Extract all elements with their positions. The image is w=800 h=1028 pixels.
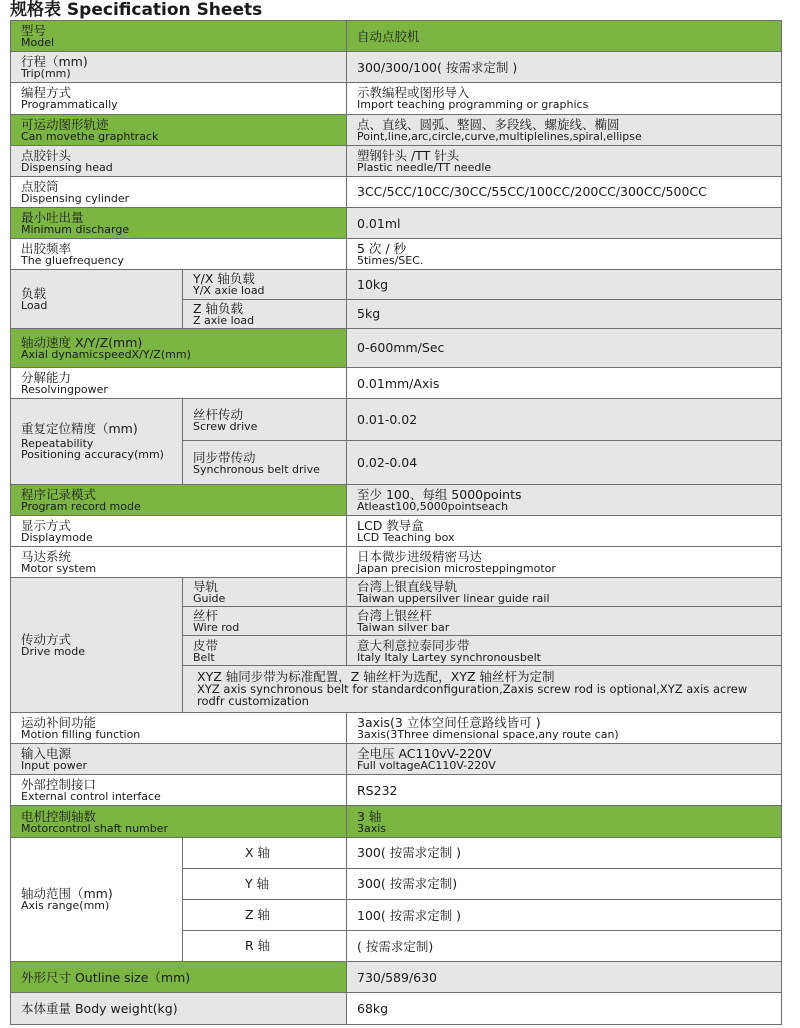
row-display <box>11 515 782 546</box>
value-outline: 730/589/630 <box>347 962 782 993</box>
drive-note: XYZ 轴同步带为标准配置，Z 轴丝杆为选配，XYZ 轴丝杆为定制 XYZ axis synchronous belt for standardconfiguration,Zaxis screw rod is optional,XYZ axis acrew rodfr customization <box>183 665 782 712</box>
value-drive-belt: 意大利意拉泰同步带 Italy Italy Lartey synchronousbelt <box>347 636 782 665</box>
value-resolving: 0.01mm/Axis <box>347 367 782 398</box>
row-outline <box>11 962 782 993</box>
value-repeat-screw: 0.01-0.02 <box>347 399 782 441</box>
value-model: 自动点胶机 <box>347 21 782 52</box>
row-track <box>11 114 782 145</box>
spec-table <box>10 20 782 1025</box>
value-cylinder: 3CC/5CC/10CC/30CC/55CC/100CC/200CC/300CC/500CC <box>347 176 782 207</box>
row-record <box>11 484 782 515</box>
value-programming: 示教编程或图形导入 Import teaching programming or graphics <box>347 83 782 114</box>
label-repeatability: 重复定位精度（mm) Repeatability Positioning accuracy(mm) <box>11 399 183 485</box>
label-trip: 行程（mm) Trip(mm) <box>11 52 347 83</box>
value-trip: 300/300/100( 按需求定制 ) <box>347 52 782 83</box>
label-drive: 传动方式 Drive mode <box>11 578 183 713</box>
label-load-z: Z 轴负载 Z axie load <box>183 299 347 328</box>
axis-name-r: R 轴 <box>183 931 347 962</box>
value-weight: 68kg <box>347 993 782 1025</box>
label-load-xy: Y/X 轴负载 Y/X axie load <box>183 270 347 299</box>
row-load-xy <box>11 270 782 299</box>
value-drive-wire: 台湾上银丝杆 Taiwan silver bar <box>347 607 782 636</box>
row-power <box>11 744 782 775</box>
row-drive-guide <box>11 578 782 607</box>
label-power: 输入电源 Input power <box>11 744 347 775</box>
value-range-r: ( 按需求定制) <box>347 931 782 962</box>
label-drive-wire: 丝杆 Wire rod <box>183 607 347 636</box>
value-shaft: 3 轴 3axis <box>347 806 782 837</box>
label-range: 轴动范围（mm) Axis range(mm) <box>11 837 183 962</box>
value-interface: RS232 <box>347 775 782 806</box>
label-repeat-belt: 同步带传动 Synchronous belt drive <box>183 441 347 484</box>
value-range-y: 300( 按需求定制) <box>347 868 782 899</box>
row-resolving <box>11 367 782 398</box>
label-record: 程序记录模式 Program record mode <box>11 484 347 515</box>
value-display: LCD 教导盒 LCD Teaching box <box>347 515 782 546</box>
row-cylinder <box>11 176 782 207</box>
value-drive-guide: 台湾上银直线导轨 Taiwan uppersilver linear guide rail <box>347 578 782 607</box>
row-speed <box>11 328 782 367</box>
label-load: 负载 Load <box>11 270 183 328</box>
row-head <box>11 145 782 176</box>
value-filling: 3axis(3 立体空间任意路线皆可 ) 3axis(3Three dimensional space,any route can) <box>347 712 782 743</box>
label-weight: 本体重量 Body weight(kg) <box>11 993 347 1025</box>
label-drive-belt: 皮带 Belt <box>183 636 347 665</box>
label-display: 显示方式 Displaymode <box>11 515 347 546</box>
label-outline: 外形尺寸 Outline size（mm) <box>11 962 347 993</box>
row-motor <box>11 546 782 577</box>
row-programming <box>11 83 782 114</box>
label-filling: 运动补间功能 Motion filling function <box>11 712 347 743</box>
row-frequency <box>11 239 782 270</box>
label-drive-guide: 导轨 Guide <box>183 578 347 607</box>
row-weight <box>11 993 782 1025</box>
value-repeat-belt: 0.02-0.04 <box>347 441 782 484</box>
label-discharge: 最小吐出量 Minimum discharge <box>11 208 347 239</box>
value-discharge: 0.01ml <box>347 208 782 239</box>
value-head: 塑钢针头 /TT 针头 Plastic needle/TT needle <box>347 145 782 176</box>
label-track: 可运动图形轨迹 Can movethe graphtrack <box>11 114 347 145</box>
row-repeat-screw <box>11 399 782 441</box>
value-speed: 0-600mm/Sec <box>347 328 782 367</box>
label-frequency: 出胶频率 The gluefrequency <box>11 239 347 270</box>
row-shaft <box>11 806 782 837</box>
row-range-x <box>11 837 782 868</box>
label-head: 点胶针头 Dispensing head <box>11 145 347 176</box>
row-discharge <box>11 208 782 239</box>
value-range-x: 300( 按需求定制 ) <box>347 837 782 868</box>
value-power: 全电压 AC110vV-220V Full voltageAC110V-220V <box>347 744 782 775</box>
row-interface <box>11 775 782 806</box>
label-interface: 外部控制接口 External control interface <box>11 775 347 806</box>
row-filling <box>11 712 782 743</box>
row-model <box>11 21 782 52</box>
value-record: 至少 100、每组 5000points Atleast100,5000pointseach <box>347 484 782 515</box>
axis-name-z: Z 轴 <box>183 899 347 930</box>
row-trip <box>11 52 782 83</box>
value-frequency: 5 次 / 秒 5times/SEC. <box>347 239 782 270</box>
label-model: 型号 Model <box>11 21 347 52</box>
label-motor: 马达系统 Motor system <box>11 546 347 577</box>
label-cylinder: 点胶筒 Dispensing cylinder <box>11 176 347 207</box>
value-load-z: 5kg <box>347 299 782 328</box>
label-speed: 轴动速度 X/Y/Z(mm) Axial dynamicspeedX/Y/Z(mm) <box>11 328 347 367</box>
axis-name-y: Y 轴 <box>183 868 347 899</box>
label-shaft: 电机控制轴数 Motorcontrol shaft number <box>11 806 347 837</box>
page-title: 规格表 Specification Sheets <box>10 0 263 20</box>
label-programming: 编程方式 Programmatically <box>11 83 347 114</box>
value-load-xy: 10kg <box>347 270 782 299</box>
value-range-z: 100( 按需求定制 ) <box>347 899 782 930</box>
label-repeat-screw: 丝杆传动 Screw drive <box>183 399 347 441</box>
label-resolving: 分解能力 Resolvingpower <box>11 367 347 398</box>
value-track: 点、直线、圆弧、整圆、多段线、螺旋线、椭圆 Point,line,arc,circle,curve,multiplelines,spiral,ellipse <box>347 114 782 145</box>
axis-name-x: X 轴 <box>183 837 347 868</box>
value-motor: 日本微步进级精密马达 Japan precision microsteppingmotor <box>347 546 782 577</box>
